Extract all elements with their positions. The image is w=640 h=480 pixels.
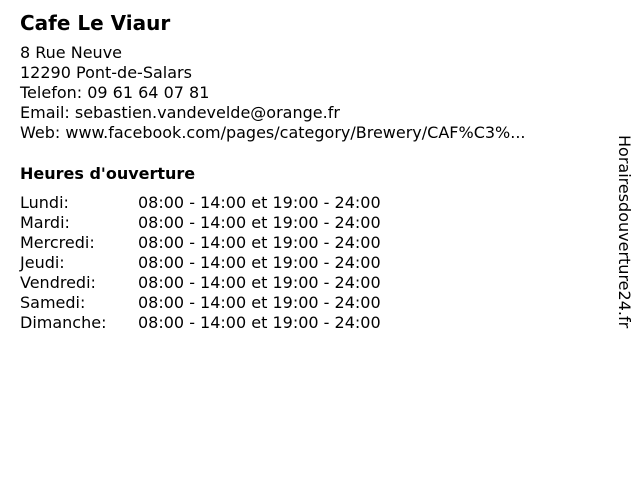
- phone-number: Telefon: 09 61 64 07 81: [20, 83, 210, 102]
- day-label: Lundi:: [20, 193, 69, 212]
- hours-row-jeudi: [20, 253, 381, 273]
- day-label: Vendredi:: [20, 273, 96, 292]
- time-range: 08:00 - 14:00 et 19:00 - 24:00: [138, 273, 381, 292]
- day-label: Mardi:: [20, 213, 70, 232]
- opening-hours-heading: Heures d'ouverture: [20, 164, 196, 183]
- time-range: 08:00 - 14:00 et 19:00 - 24:00: [138, 313, 381, 332]
- hours-row-mardi: [20, 213, 381, 233]
- opening-hours-table: [20, 193, 381, 333]
- hours-row-dimanche: [20, 313, 381, 333]
- time-range: 08:00 - 14:00 et 19:00 - 24:00: [138, 213, 381, 232]
- site-brand-vertical: Horairesdouverture24.fr: [615, 135, 634, 329]
- hours-row-vendredi: [20, 273, 381, 293]
- hours-row-mercredi: [20, 233, 381, 253]
- time-range: 08:00 - 14:00 et 19:00 - 24:00: [138, 233, 381, 252]
- hours-row-lundi: [20, 193, 381, 213]
- hours-row-samedi: [20, 293, 381, 313]
- business-info: [20, 43, 526, 143]
- address-city: 12290 Pont-de-Salars: [20, 63, 192, 82]
- day-label: Samedi:: [20, 293, 86, 312]
- website-url: Web: www.facebook.com/pages/category/Brewery/CAF%C3%...: [20, 123, 526, 142]
- time-range: 08:00 - 14:00 et 19:00 - 24:00: [138, 253, 381, 272]
- email-address: Email: sebastien.vandevelde@orange.fr: [20, 103, 340, 122]
- time-range: 08:00 - 14:00 et 19:00 - 24:00: [138, 193, 381, 212]
- address-street: 8 Rue Neuve: [20, 43, 122, 62]
- time-range: 08:00 - 14:00 et 19:00 - 24:00: [138, 293, 381, 312]
- day-label: Dimanche:: [20, 313, 107, 332]
- business-name: Cafe Le Viaur: [20, 11, 171, 35]
- day-label: Mercredi:: [20, 233, 95, 252]
- day-label: Jeudi:: [20, 253, 65, 272]
